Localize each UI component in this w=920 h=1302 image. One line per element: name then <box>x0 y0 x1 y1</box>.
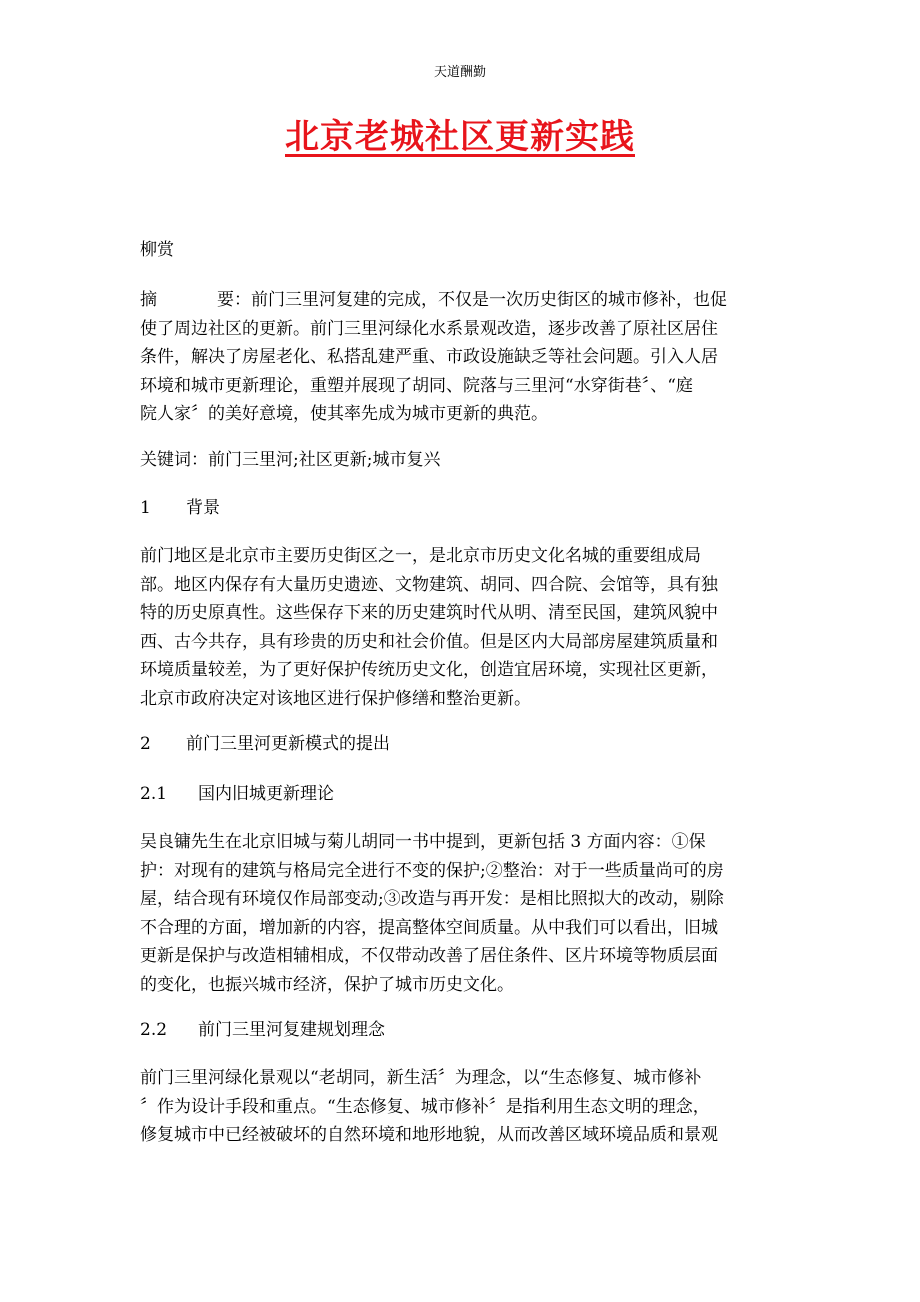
text-line: 更新是保护与改造相辅相成，不仅带动改善了居住条件、区片环境等物质层面 <box>140 946 718 966</box>
keywords: 关键词：前门三里河;社区更新;城市复兴 <box>140 450 441 470</box>
abstract-label-a: 摘 <box>140 290 157 310</box>
abstract-line <box>140 286 780 315</box>
text-line: 特的历史原真性。这些保存下来的历史建筑时代从明、清至民国，建筑风貌中 <box>140 603 718 623</box>
section-heading-2-2 <box>140 1016 780 1045</box>
paragraph-background <box>140 542 780 713</box>
text-line: 屋，结合现有环境仅作局部变动;③改造与再开发：是相比照拟大的改动，剔除 <box>140 889 724 909</box>
abstract-text: 前门三里河复建的完成，不仅是一次历史街区的城市修补，也促 <box>251 290 727 310</box>
section-heading-1 <box>140 494 780 523</box>
section-title: 背景 <box>186 498 220 518</box>
text-line: 修复城市中已经被破坏的自然环境和地形地貌，从而改善区域环境品质和景观 <box>140 1125 718 1145</box>
section-title: 前门三里河复建规划理念 <box>198 1020 385 1040</box>
text-line: 前门地区是北京市主要历史街区之一，是北京市历史文化名城的重要组成局 <box>140 546 701 566</box>
paragraph-theory <box>140 828 780 999</box>
document-title: 北京老城社区更新实践 <box>285 117 635 157</box>
text-line: 西、古今共存，具有珍贵的历史和社会价值。但是区内大局部房屋建筑质量和 <box>140 631 718 652</box>
text-line: 护：对现有的建筑与格局完全进行不变的保护;②整治：对于一些质量尚可的房 <box>140 860 724 881</box>
abstract-line: 条件，解决了房屋老化、私搭乱建严重、市政设施缺乏等社会问题。引入人居 <box>140 347 718 367</box>
paragraph-concept <box>140 1064 780 1150</box>
text-line: 的变化，也振兴城市经济，保护了城市历史文化。 <box>140 974 514 995</box>
text-line: 前门三里河绿化景观以“老胡同，新生活〞为理念，以“生态修复、城市修补 <box>140 1068 702 1088</box>
abstract-line: 院人家〞的美好意境，使其率先成为城市更新的典范。 <box>140 404 548 424</box>
text-line: 部。地区内保存有大量历史遗迹、文物建筑、胡同、四合院、会馆等，具有独 <box>140 574 718 595</box>
section-number: 1 <box>140 498 151 518</box>
section-title: 前门三里河更新模式的提出 <box>186 734 390 754</box>
text-line: 环境质量较差，为了更好保护传统历史文化，创造宜居环境，实现社区更新， <box>140 660 718 680</box>
section-number: 2.1 <box>140 784 168 804</box>
abstract-label-b: 要： <box>217 290 251 310</box>
section-heading-2-1 <box>140 780 780 809</box>
section-number: 2 <box>140 734 151 754</box>
section-heading-2 <box>140 730 780 759</box>
page-header: 天道酬勤 <box>433 65 486 80</box>
author: 柳赏 <box>140 240 174 260</box>
section-title: 国内旧城更新理论 <box>198 784 334 804</box>
abstract <box>140 286 780 429</box>
abstract-line: 环境和城市更新理论，重塑并展现了胡同、院落与三里河“水穿街巷〞、“庭 <box>140 375 693 396</box>
text-line: 不合理的方面，增加新的内容，提高整体空间质量。从中我们可以看出，旧城 <box>140 917 718 938</box>
text-line: 北京市政府决定对该地区进行保护修缮和整治更新。 <box>140 688 531 709</box>
abstract-line: 使了周边社区的更新。前门三里河绿化水系景观改造，逐步改善了原社区居住 <box>140 318 718 339</box>
text-line: 〞作为设计手段和重点。“生态修复、城市修补〞是指利用生态文明的理念， <box>140 1096 710 1117</box>
text-line: 吴良镛先生在北京旧城与菊儿胡同一书中提到，更新包括 3 方面内容：①保 <box>140 832 706 852</box>
section-number: 2.2 <box>140 1020 168 1040</box>
